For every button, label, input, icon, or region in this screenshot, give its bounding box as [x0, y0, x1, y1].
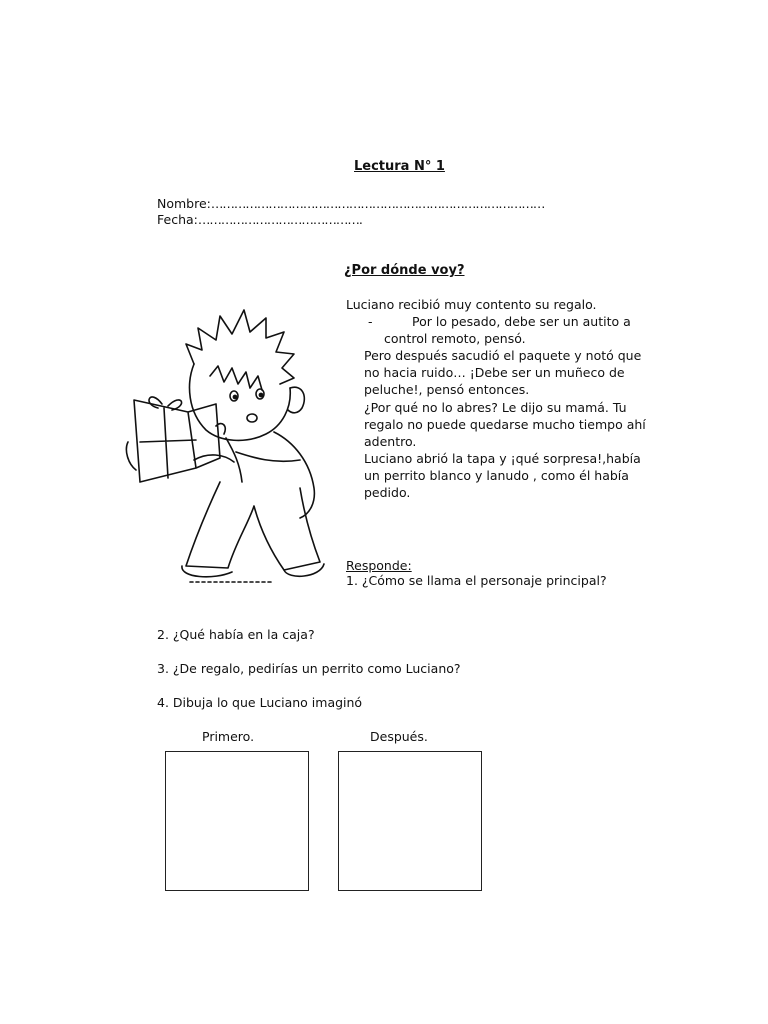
story-line: adentro.	[364, 433, 417, 449]
hair-outline	[186, 310, 294, 384]
page-title: Lectura N° 1	[354, 159, 445, 174]
box-label-despues: Después.	[370, 729, 428, 744]
story-line: Luciano recibió muy contento su regalo.	[346, 297, 597, 312]
nombre-line	[157, 195, 544, 212]
hands	[126, 442, 234, 470]
story-line: Luciano abrió la tapa y ¡qué sorpresa!,había	[364, 450, 641, 466]
story-line	[346, 313, 656, 330]
story-line: control remoto, pensó.	[384, 331, 526, 347]
story-line: pedido.	[364, 485, 411, 501]
story-line-text: Por lo pesado, debe ser un autito a	[412, 314, 631, 330]
box-label-primero: Primero.	[202, 729, 255, 744]
legs	[186, 482, 320, 570]
story-line: Pero después sacudió el paquete y notó que	[364, 348, 642, 364]
fecha-line	[157, 211, 362, 228]
dash-bullet: -	[368, 314, 373, 330]
nombre-label: Nombre:	[157, 196, 211, 211]
gift-bow	[140, 397, 196, 478]
nombre-blank: ……………………………………………………………………………	[210, 196, 545, 211]
question-4: 4. Dibuja lo que Luciano imaginó	[157, 695, 363, 710]
boy-with-gift-illustration	[124, 292, 336, 584]
story-line: regalo no puede quedarse mucho tiempo ahí	[364, 416, 646, 432]
responde-heading: Responde:	[346, 558, 412, 573]
question-3: 3. ¿De regalo, pedirías un perrito como Luciano?	[157, 661, 461, 676]
fringe	[210, 366, 262, 390]
drawing-box-primero[interactable]	[165, 751, 309, 891]
story-line: peluche!, pensó entonces.	[364, 382, 530, 398]
story-line: ¿Por qué no lo abres? Le dijo su mamá. Tu	[364, 399, 627, 415]
story-text	[346, 296, 656, 501]
mouth	[247, 414, 257, 422]
drawing-box-despues[interactable]	[338, 751, 482, 891]
torso	[226, 432, 314, 518]
story-title: ¿Por dónde voy?	[344, 263, 465, 278]
question-2: 2. ¿Qué había en la caja?	[157, 627, 315, 642]
question-1: 1. ¿Cómo se llama el personaje principal?	[346, 573, 607, 588]
fecha-label: Fecha:	[157, 212, 198, 227]
fecha-blank: …………………………………….	[197, 212, 362, 227]
story-line: no hacia ruido… ¡Debe ser un muñeco de	[364, 365, 625, 381]
face-outline	[190, 364, 291, 440]
story-line: un perrito blanco y lanudo , como él había	[364, 467, 629, 483]
